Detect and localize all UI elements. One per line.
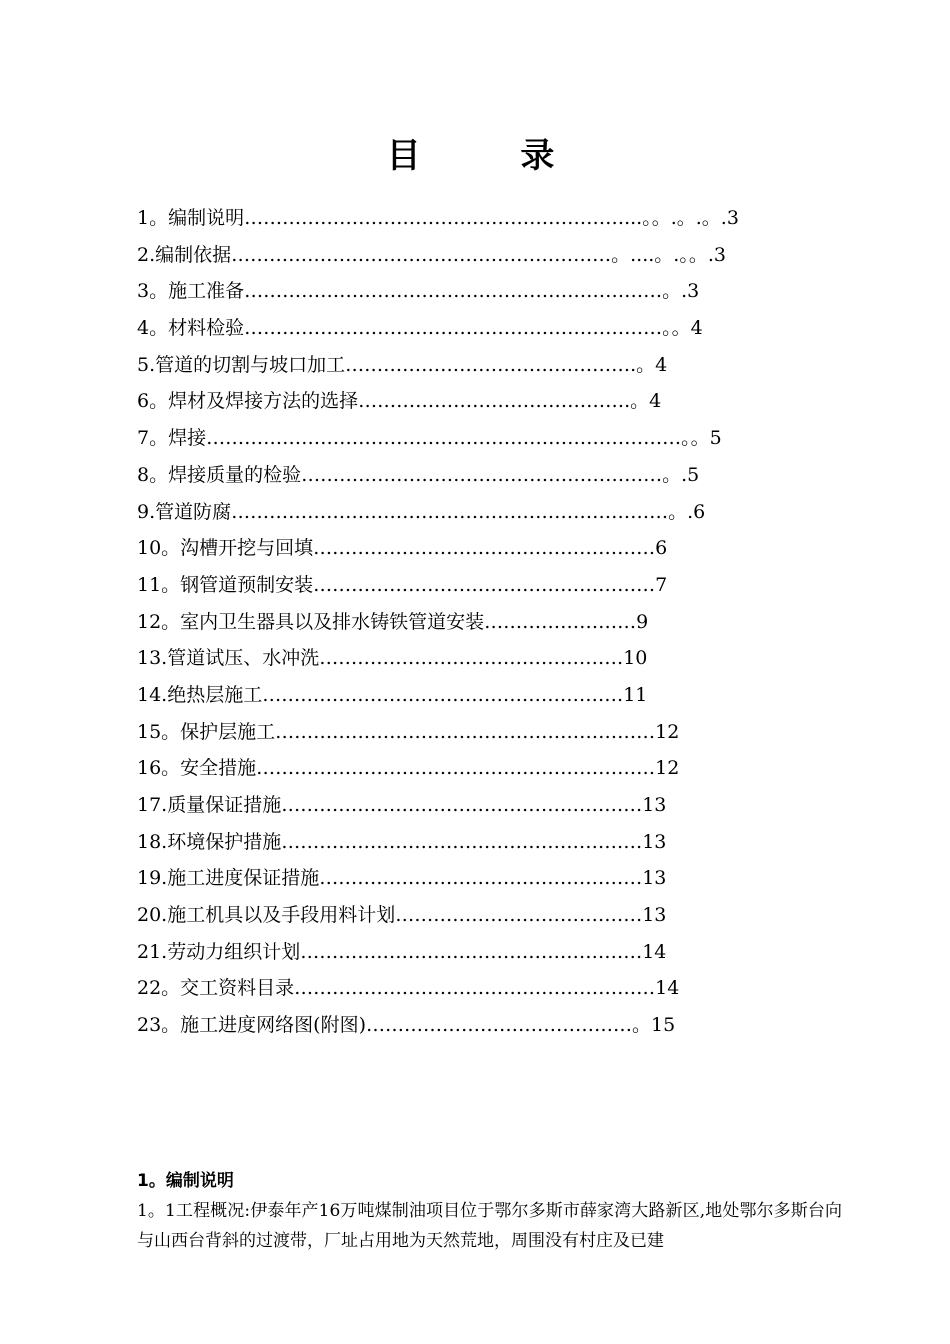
section-heading: 1。编制说明 [137, 1171, 234, 1191]
toc-entry[interactable]: 15。保护层施工……………………………………………………12 [137, 720, 680, 743]
body-paragraph: 1。1工程概况:伊泰年产16万吨煤制油项目位于鄂尔多斯市薛家湾大路新区,地处鄂尔多斯台向与山西台背斜的过渡带，厂址占用地为天然荒地，周围没有村庄及已建 [137, 1201, 842, 1251]
toc-entry[interactable]: 16。安全措施………………………………………………………12 [137, 757, 680, 780]
toc-entry[interactable]: 2.编制依据……………………………………………………。....。.。。.3 [137, 243, 726, 266]
toc-entry[interactable]: 11。钢管道预制安装………………………………………………7 [137, 573, 668, 596]
toc-entry[interactable]: 5.管道的切割与坡口加工……………………………………….。4 [137, 353, 668, 376]
table-of-contents [137, 200, 857, 1044]
toc-entry[interactable]: 13.管道试压、水冲洗…………………………………………10 [137, 647, 648, 670]
toc-entry[interactable]: 14.绝热层施工…………………………………………………11 [137, 683, 648, 706]
toc-entry[interactable]: 4。材料检验…………………………………………………………。。4 [137, 317, 703, 340]
toc-entry[interactable]: 1。编制说明……………………………………………………...。。.。.。.3 [137, 207, 739, 229]
toc-entry[interactable]: 22。交工资料目录…………………………………………………14 [137, 977, 680, 1000]
toc-entry[interactable]: 21.劳动力组织计划………………………………………………14 [137, 940, 667, 963]
page-title: 目 录 [386, 136, 599, 176]
toc-entry[interactable]: 12。室内卫生器具以及排水铸铁管道安装……………………9 [137, 610, 649, 633]
toc-entry[interactable]: 8。焊接质量的检验…………………………………………………。.5 [137, 463, 700, 486]
toc-entry[interactable]: 17.质量保证措施…………………………………………………13 [137, 794, 667, 816]
toc-entry[interactable]: 9.管道防腐……………………………………………………………。.6 [137, 500, 706, 523]
toc-entry[interactable]: 19.施工进度保证措施……………………………………………13 [137, 867, 667, 890]
toc-entry[interactable]: 7。焊接…………………………………………………………………。。5 [137, 427, 722, 450]
toc-entry[interactable]: 10。沟槽开挖与回填………………………………………………6 [137, 537, 668, 560]
toc-entry[interactable]: 18.环境保护措施…………………………………………………13 [137, 830, 667, 853]
toc-entry[interactable]: 23。施工进度网络图(附图)……………………………………。15 [137, 1014, 676, 1037]
toc-entry[interactable]: 3。施工准备…………………………………………………………。.3 [137, 280, 700, 303]
toc-entry[interactable]: 20.施工机具以及手段用料计划…………………………………13 [137, 904, 667, 927]
toc-entry[interactable]: 6。焊材及焊接方法的选择…………………………………….。4 [137, 390, 662, 413]
